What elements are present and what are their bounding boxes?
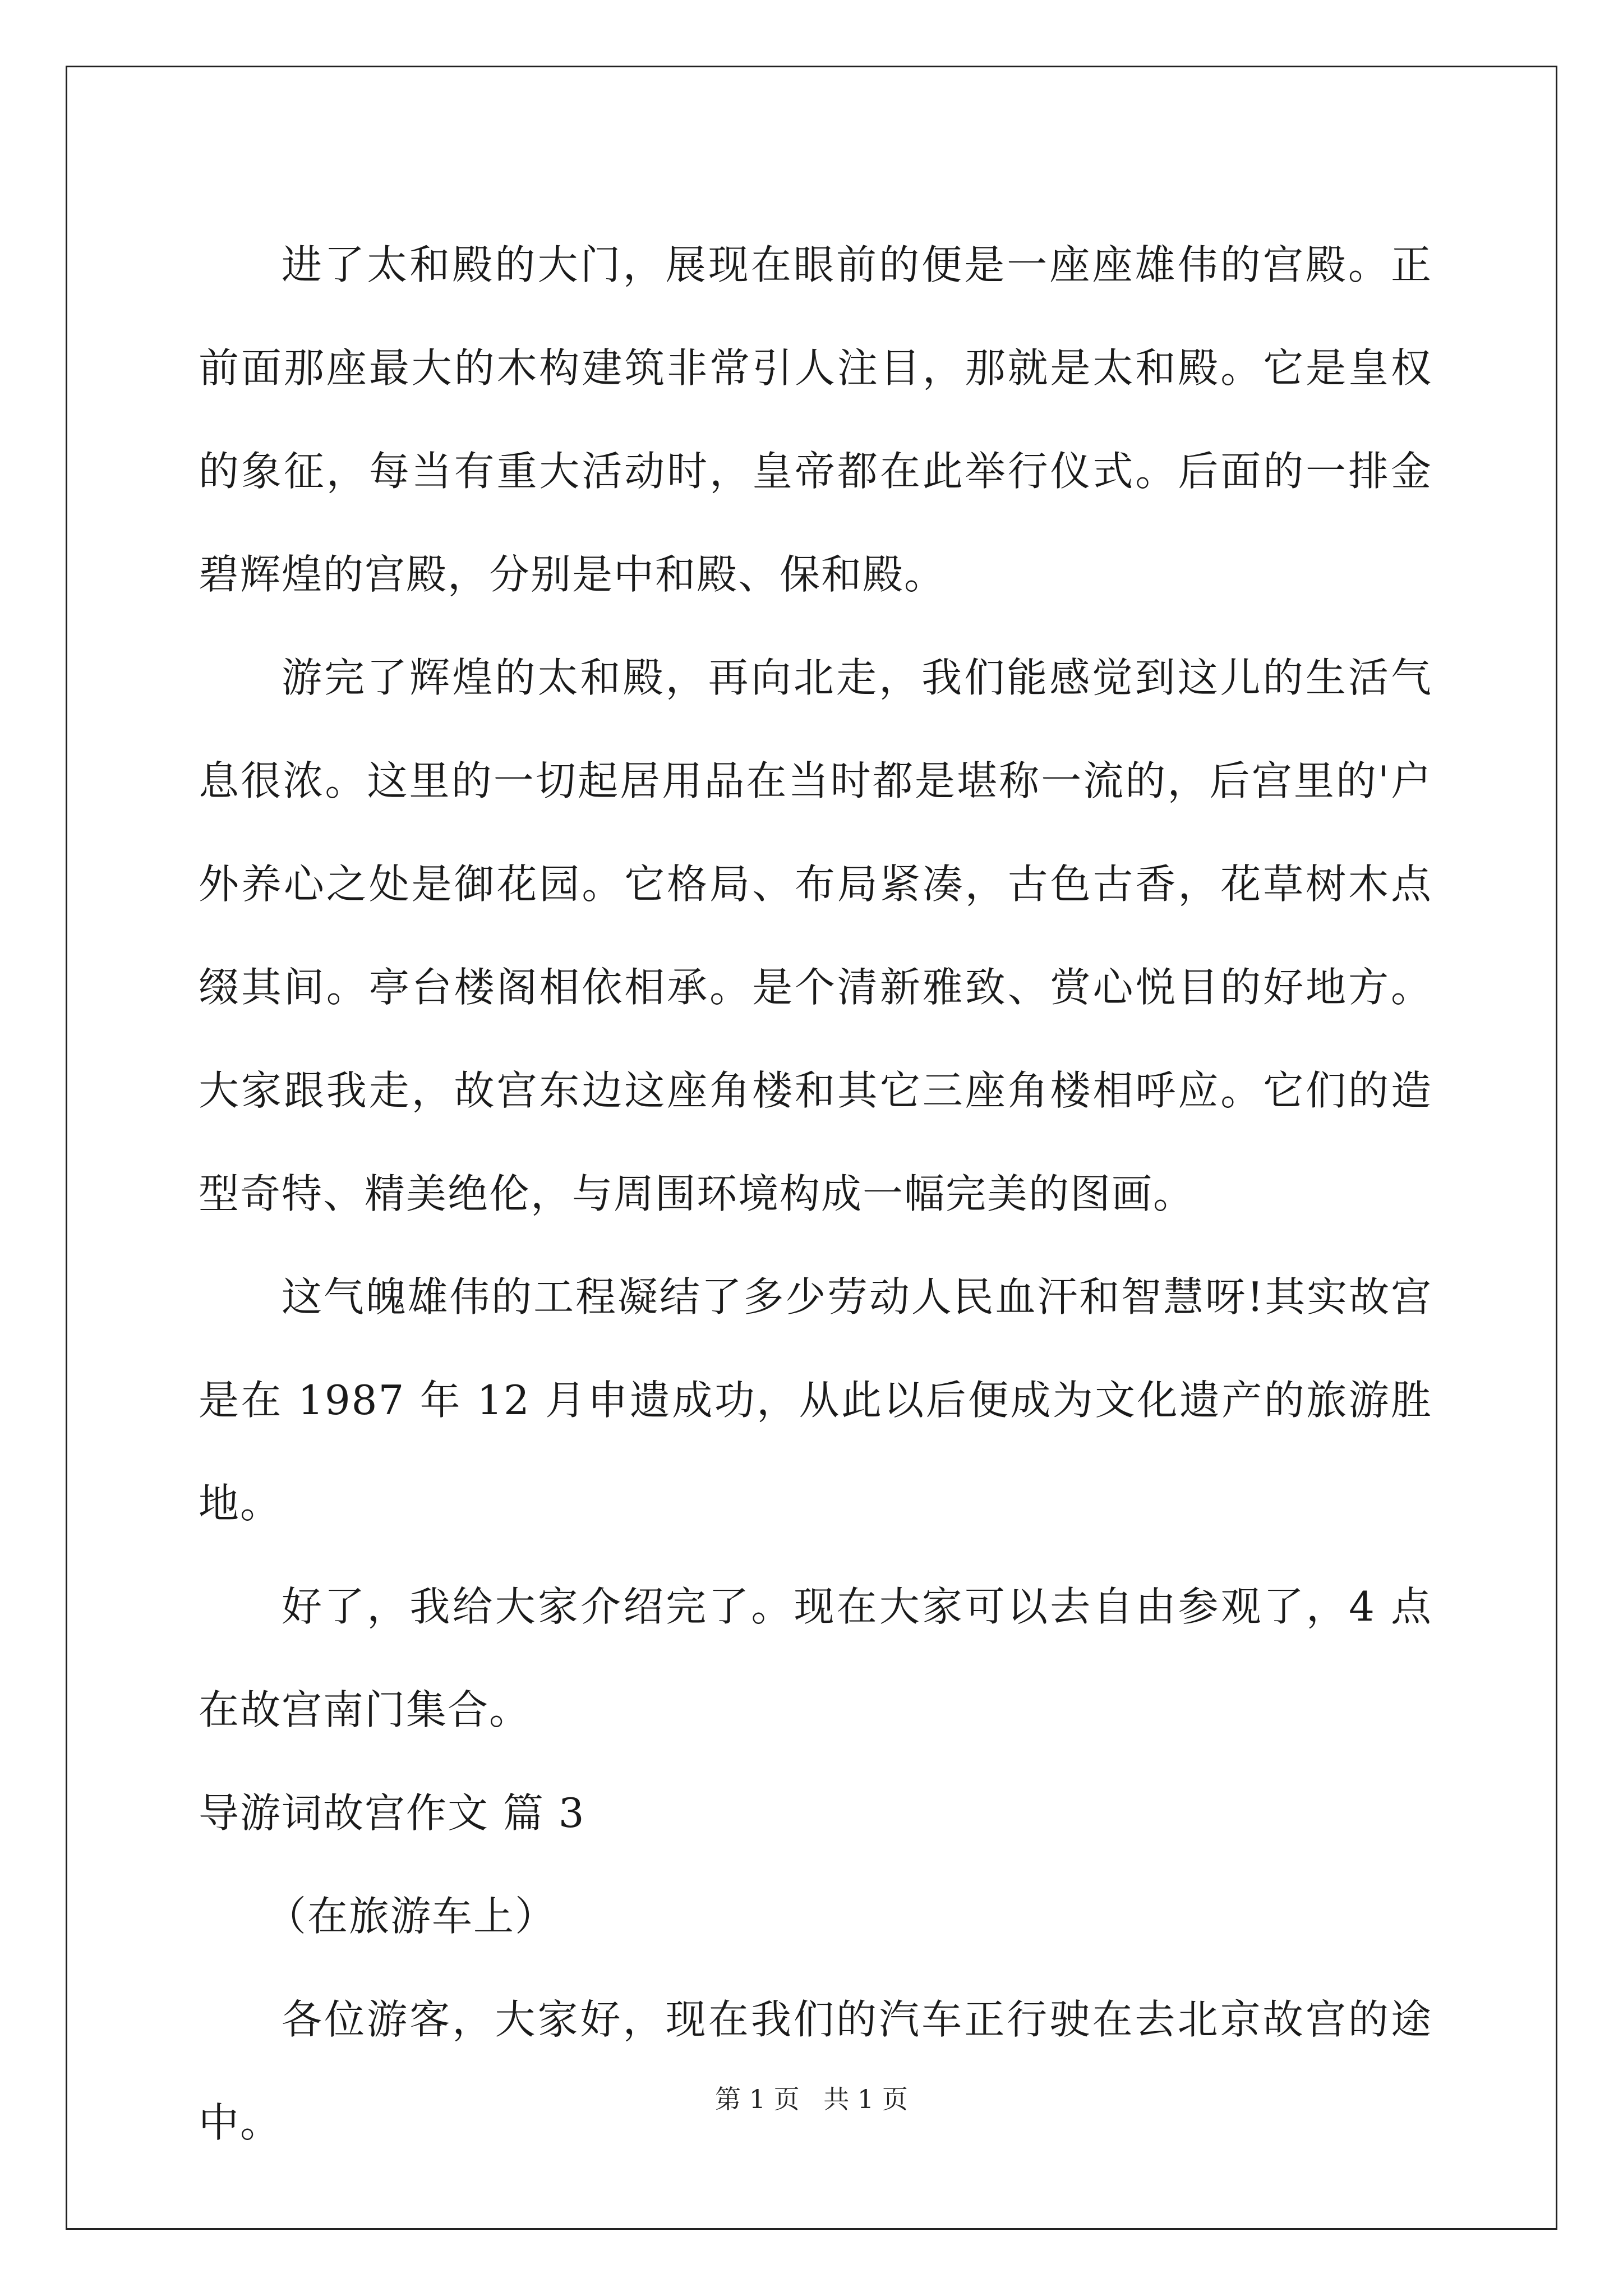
paragraph-2: 游完了辉煌的太和殿，再向北走，我们能感觉到这儿的生活气息很浓。这里的一切起居用品在当时都是堪称一流的，后宫里的'户外养心之处是御花园。它格局、布局紧凑，古色古香，花草树木点缀其间。亭台楼阁相依相承。是个清新雅致、赏心悦目的好地方。大家跟我走，故宫东边这座角楼和其它三座角楼相呼应。它们的造型奇特、精美绝伦，与周围环境构成一幅完美的图画。 bbox=[199, 654, 1432, 1217]
paragraph-3: 这气魄雄伟的工程凝结了多少劳动人民血汗和智慧呀!其实故宫是在 1987 年 12 月申遗成功，从此以后便成为文化遗产的旅游胜地。 bbox=[199, 1273, 1432, 1527]
closing-paragraph: 各位游客，大家好，现在我们的汽车正行驶在去北京故宫的途中。 bbox=[199, 1996, 1432, 2146]
page-footer bbox=[0, 2082, 1623, 2116]
page-number: 第 1 页 bbox=[715, 2084, 800, 2114]
paragraph-4: 好了，我给大家介绍完了。现在大家可以去自由参观了，4 点在故宫南门集合。 bbox=[199, 1583, 1432, 1733]
page-total: 共 1 页 bbox=[823, 2084, 908, 2114]
document-body bbox=[199, 213, 1432, 2174]
paragraph-1: 进了太和殿的大门，展现在眼前的便是一座座雄伟的宫殿。正前面那座最大的木构建筑非常引人注目，那就是太和殿。它是皇权的象征，每当有重大活动时，皇帝都在此举行仪式。后面的一排金碧辉煌的宫殿，分别是中和殿、保和殿。 bbox=[199, 241, 1432, 598]
section-heading: 导游词故宫作文 篇 3 bbox=[199, 1789, 585, 1837]
sub-note: （在旅游车上） bbox=[266, 1893, 557, 1940]
